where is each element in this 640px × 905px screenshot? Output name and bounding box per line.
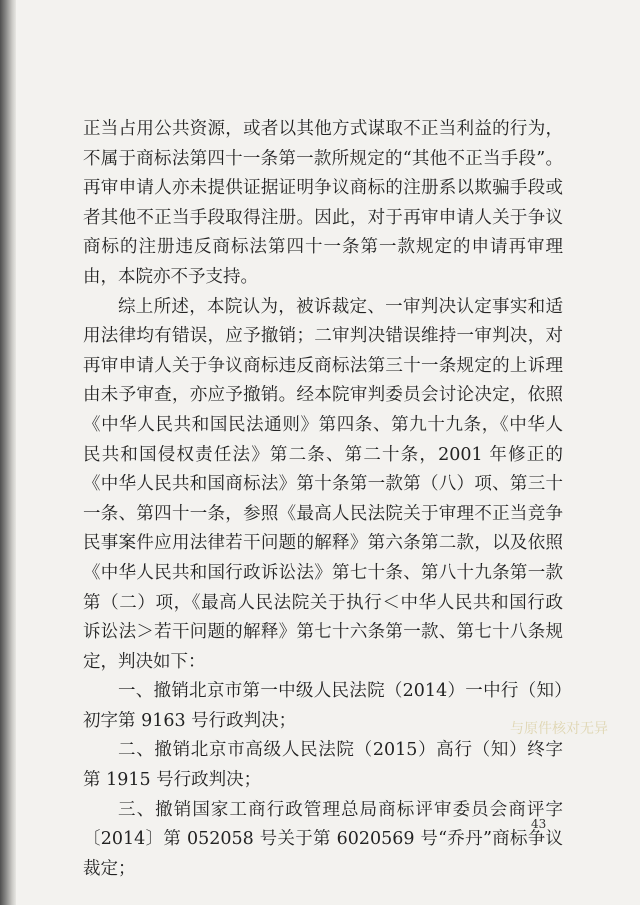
page-number: 43 — [531, 817, 547, 831]
paragraph-continued: 正当占用公共资源，或者以其他方式谋取不正当利益的行为，不属于商标法第四十一条第一款所规定的“其他不正当手段”。再审申请人亦未提供证据证明争议商标的注册系以欺骗手段或者其他不正当手段取得注册。因此，对于再审申请人关于争议商标的注册违反商标法第四十一条第一款规定的申请再审理由，本院亦不予支持。 — [83, 119, 563, 287]
paragraph-conclusion: 综上所述，本院认为，被诉裁定、一审判决认定事实和适用法律均有错误，应予撤销；二审判决错误维持一审判决，对再审申请人关于争议商标违反商标法第三十一条规定的上诉理由未予审查，亦应予撤销。经本院审判委员会讨论决定，依照《中华人民共和国民法通则》第四条、第九十九条，《中华人民共和国侵权责任法》第二条、第二十条，2001 年修正的《中华人民共和国商标法》第十条第一款第（八）项、第三十一条、第四十一条，参照《最高人民法院关于审理不正当竞争民事案件应用法律若干问题的解释》第六条第二款，以及依照《中华人民共和国行政诉讼法》第七十条、第八十九条第一款第（二）项，《最高人民法院关于执行＜中华人民共和国行政诉讼法＞若干问题的解释》第七十六条第一款、第七十八条规定，判决如下： — [83, 296, 563, 672]
judgment-item-1: 一、撤销北京市第一中级人民法院（2014）一中行（知）初字第 9163 号行政判决； — [83, 681, 563, 731]
judgment-body-text — [83, 115, 563, 884]
book-spine-shadow — [0, 0, 16, 905]
judgment-item-2: 二、撤销北京市高级人民法院（2015）高行（知）终字第 1915 号行政判决； — [83, 740, 563, 791]
verification-stamp: 与原件核对无异 — [510, 721, 608, 737]
judgment-item-3: 三、撤销国家工商行政管理总局商标评审委员会商评字〔2014〕第 052058 号关于第 6020569 号“乔丹”商标争议裁定； — [83, 799, 563, 879]
